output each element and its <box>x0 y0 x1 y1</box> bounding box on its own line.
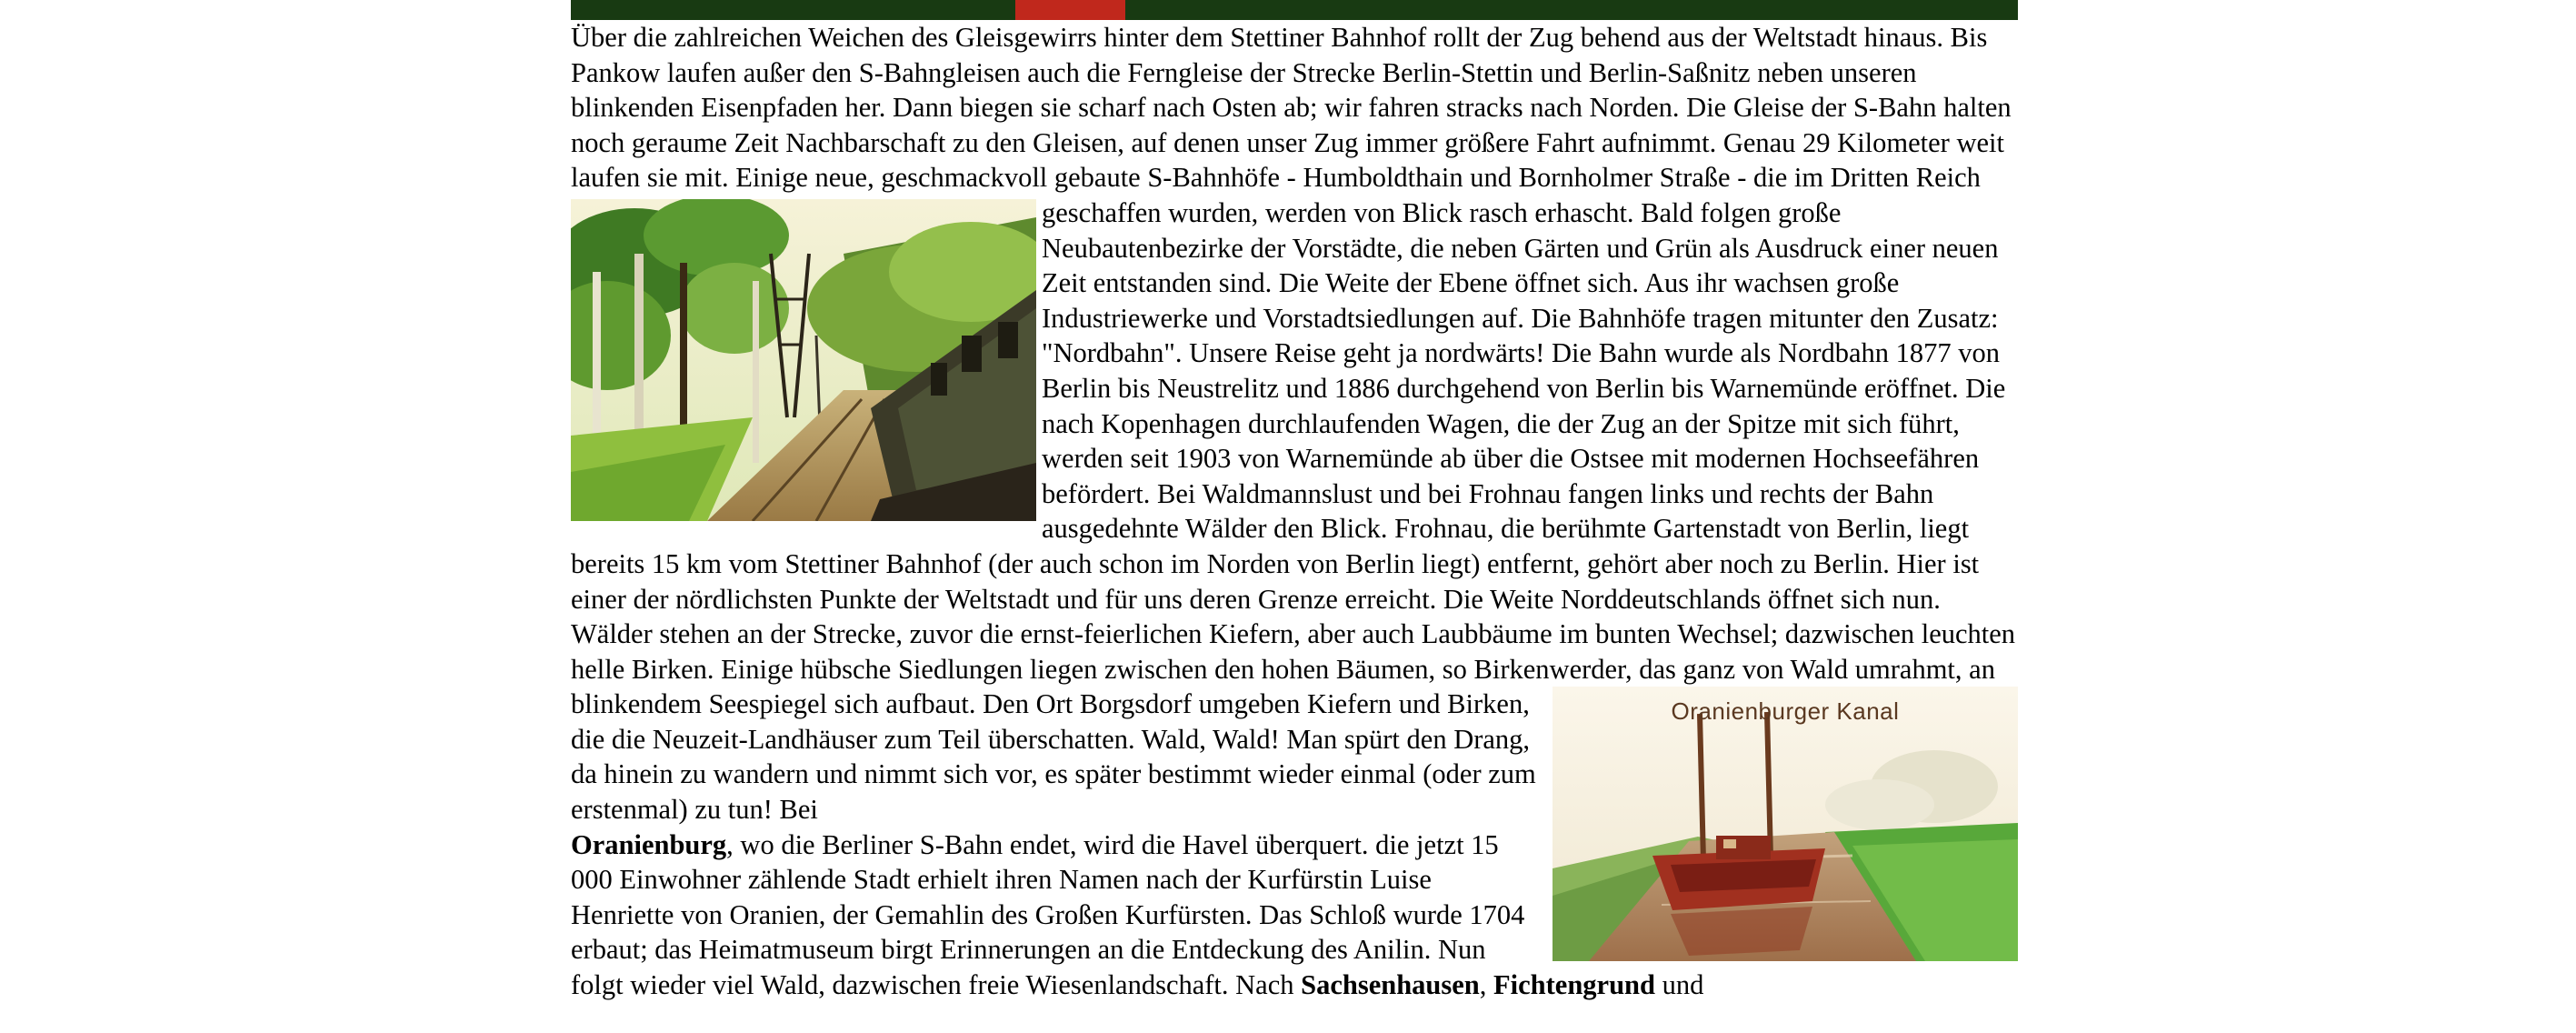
article-text: Über die zahlreichen Weichen des Gleisgewirrs hinter dem Stettiner Bahnhof rollt der Zug behend aus der Weltstadt hinaus. Bis Pankow laufen außer den S-Bahngleisen auch die Ferngleise der Strecke Berlin-Stettin und Berlin-Saßnitz neben unseren blinkenden Eisenpfaden her. Dann biegen sie scharf nach Osten ab; wir fahren stracks nach Norden. Die Gleise der S-Bahn halten noch geraume Zeit Nachbarschaft zu den Gleisen, auf denen unser Zug immer größere Fahrt aufnimmt. Genau 29 Kilometer weit laufen sie mit. Einige neue, geschmackvoll gebaute S-Bahnhöfe - Humboldthain und Bornholmer Straße - die im Dritten Reich geschaffen wurden, werden von Blick rasch erhascht. Bald folgen große <box>571 22 2012 228</box>
article-text: Seespiegel sich aufbaut. Den Ort Borgsdorf umgeben Kiefern und Birken, die die Neuzeit-Landhäuser zum Teil überschatten. Wald, Wald! Man spürt den Drang, da hinein zu wandern und nimmt sich vor, es später bestimmt wieder einmal (oder zum erstenmal) zu tun! Bei <box>571 688 1536 826</box>
article-text: und <box>1654 969 1704 1001</box>
top-color-bar <box>571 0 2018 20</box>
article-text: , <box>1479 969 1494 1001</box>
top-bar-red-accent <box>1015 0 1125 20</box>
article-bold-place: Fichtengrund <box>1493 969 1655 1001</box>
canal-barge-illustration <box>1553 687 2018 961</box>
article-paragraph <box>571 20 2018 827</box>
article-bold-place: Sachsenhausen <box>1301 969 1480 1001</box>
article-bold-place: Oranienburg <box>571 828 727 860</box>
article-text: , wo die Berliner S-Bahn endet, wird die Havel überquert. die jetzt 15 000 Einwohner zählende Stadt erhielt ihren Namen nach der Kurfürstin Luise Henriette von Oranien, der Gemahlin des Großen Kurfürsten. Das Schloß wurde 1704 erbaut; das Heimatmuseum birgt Erinnerungen an die Entdeckung des Anilin. Nun folgt wieder viel Wald, dazwischen freie Wiesenlandschaft. Nach <box>571 828 1525 1001</box>
canal-illustration-caption: Oranienburger Kanal <box>1671 697 1900 726</box>
train-illustration-graphic <box>571 199 1036 521</box>
article-body <box>571 20 2018 1003</box>
train-illustration <box>571 199 1036 521</box>
article-text: Neubautenbezirke der Vorstädte, die neben Gärten und Grün als Ausdruck einer neuen Zeit entstanden sind. Die Weite der Ebene öffnet sich. Aus ihr wachsen große Industriewerke und Vorstadtsiedlungen auf. Die Bahnhöfe tragen mitunter den Zusatz: "Nordbahn". Unsere Reise geht ja nordwärts! Die Bahn wurde als Nordbahn 1877 von Berlin bis Neustrelitz und 1886 durchgehend von Berlin bis Warnemünde eröffnet. Die nach Kopenhagen durchlaufenden Wagen, die der Zug an der Spitze mit sich führt, werden seit 1903 von Warnemünde ab über die Ostsee mit modernen Hochseefähren befördert. Bei Waldmannslust und bei Frohnau fangen links und rechts der Bahn ausgedehnte Wälder den Blick. Frohnau, die berühmte Gartenstadt von Berlin, liegt bereits 15 km vom Stettiner Bahnhof (der auch schon im Norden von Berlin liegt) entfernt, gehört aber noch zu Berlin. Hier ist einer der nördlichsten Punkte der Weltstadt und für uns deren Grenze erreicht. Die Weite Norddeutschlands öffnet sich nun. Wälder stehen an der Strecke, zuvor die ernst-feierlichen Kiefern, aber auch Laubbäume im bunten Wechsel; dazwischen leuchten helle Birken. Einige hübsche Siedlungen liegen zwischen den hohen Bäumen, so Birkenwerder, das ganz von Wald umrahmt, an blinkendem <box>571 232 2016 720</box>
